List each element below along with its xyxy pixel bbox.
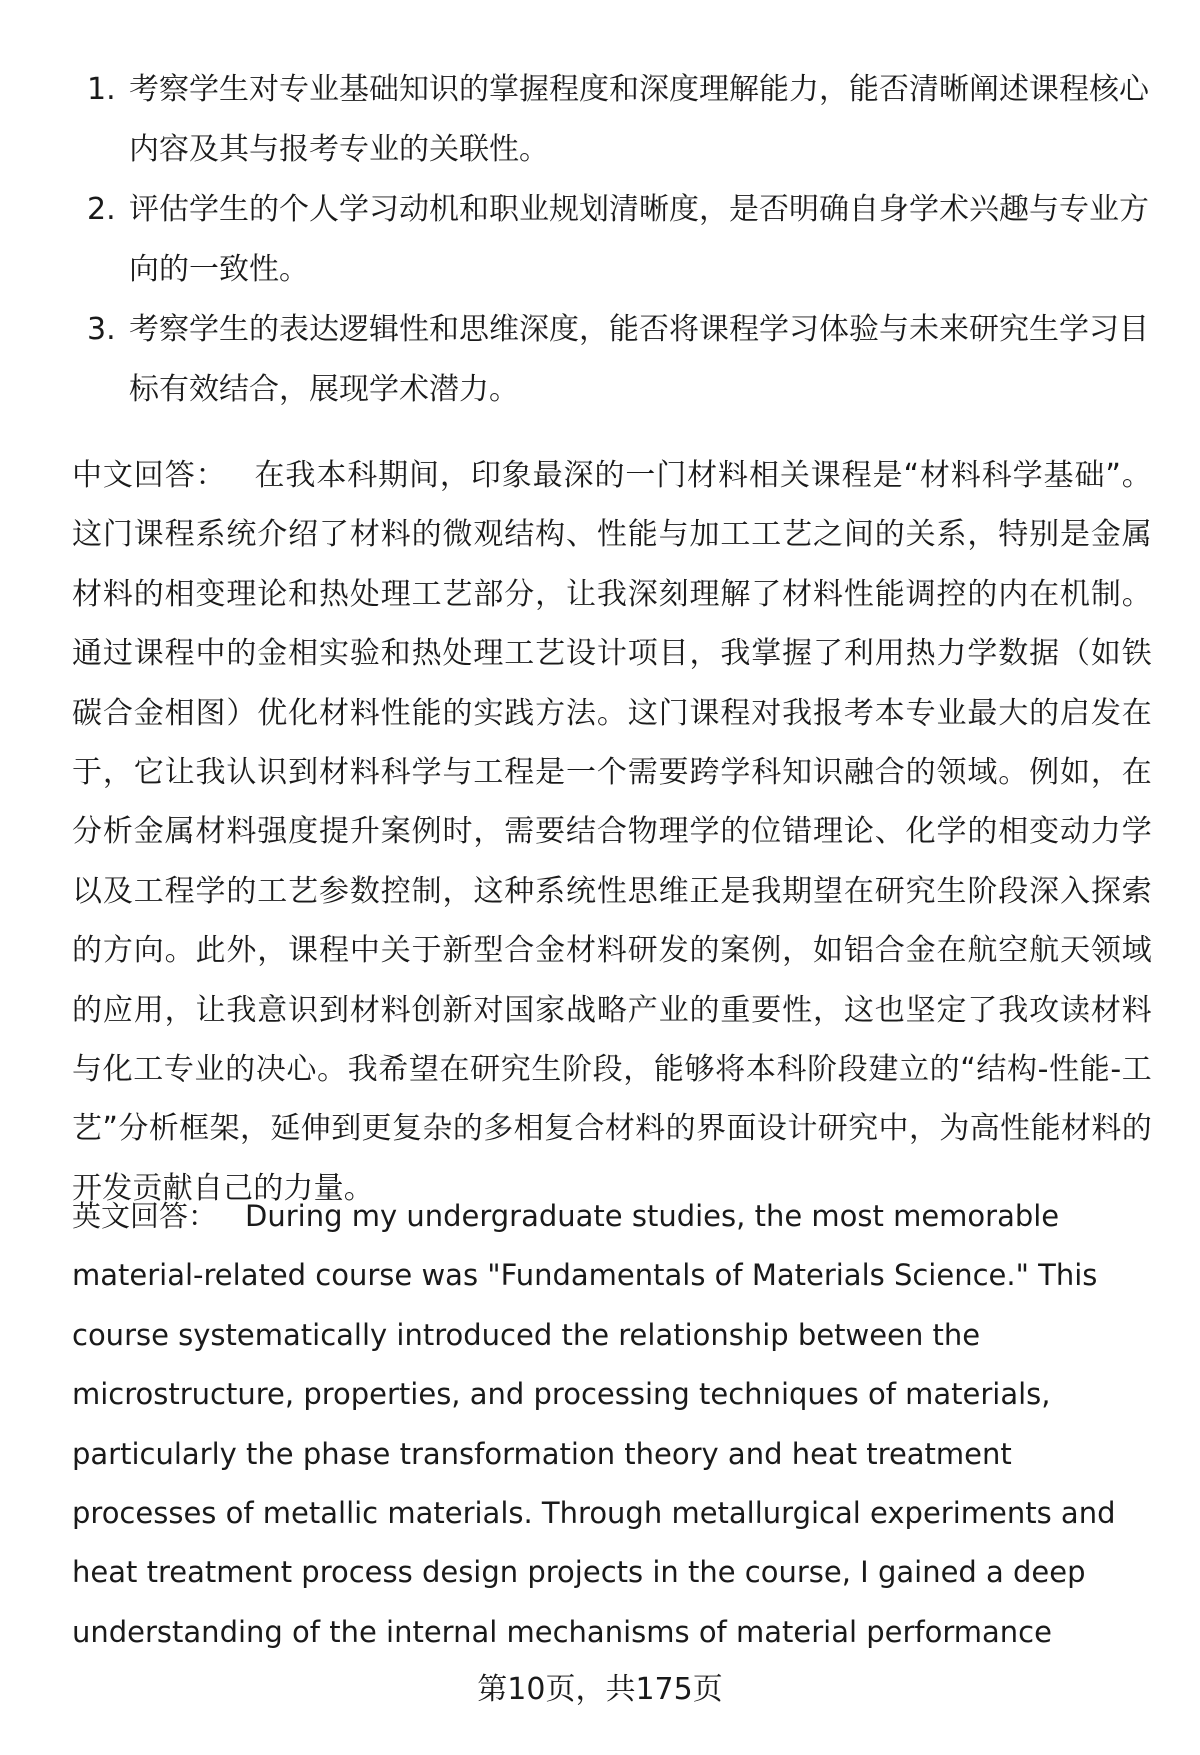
page-number: 第10页，共175页 xyxy=(477,1672,723,1707)
chinese-answer-text: 在我本科期间，印象最深的一门材料相关课程是“材料科学基础”。这门课程系统介绍了材料的微观结构、性能与加工工艺之间的关系，特别是金属材料的相变理论和热处理工艺部分，让我深刻理解了材料性能调控的内在机制。通过课程中的金相实验和热处理工艺设计项目，我掌握了利用热力学数据（如铁碳合金相图）优化材料性能的实践方法。这门课程对我报考本专业最大的启发在于，它让我认识到材料科学与工程是一个需要跨学科知识融合的领域。例如，在分析金属材料强度提升案例时，需要结合物理学的位错理论、化学的相变动力学以及工程学的工艺参数控制，这种系统性思维正是我期望在研究生阶段深入探索的方向。此外，课程中关于新型合金材料研发的案例，如铝合金在航空航天领域的应用，让我意识到材料创新对国家战略产业的重要性，这也坚定了我攻读材料与化工专业的决心。我希望在研究生阶段，能够将本科阶段建立的“结构-性能-工艺”分析框架，延伸到更复杂的多相复合材料的界面设计研究中，为高性能材料的开发贡献自己的力量。 xyxy=(72,458,1152,1206)
english-answer-text: During my undergraduate studies, the most memorable material-related course was "Fundamentals of Materials Science." This course systematically introduced the relationship between the microstructure, properties, and processing techniques of materials, particularly the phase transformation theory and heat treatment processes of metallic materials. Through metallurgical experiments and heat treatment process design projects in the course, I gained a deep understanding of the internal mechanisms of material performance xyxy=(72,1199,1116,1649)
criteria-number: 3. xyxy=(87,312,116,347)
criteria-item-3 xyxy=(72,300,1152,420)
criteria-number: 1. xyxy=(87,72,116,107)
criteria-text: 考察学生的表达逻辑性和思维深度，能否将课程学习体验与未来研究生学习目标有效结合，展现学术潜力。 xyxy=(129,312,1149,407)
criteria-item-2 xyxy=(72,180,1152,300)
chinese-answer-label: 中文回答： xyxy=(72,458,227,493)
english-answer xyxy=(72,1187,1152,1662)
chinese-answer xyxy=(72,446,1152,1218)
page-footer xyxy=(0,1670,1200,1710)
criteria-text: 评估学生的个人学习动机和职业规划清晰度，是否明确自身学术兴趣与专业方向的一致性。 xyxy=(129,192,1149,287)
english-answer-label: 英文回答： xyxy=(72,1199,218,1233)
criteria-text: 考察学生对专业基础知识的掌握程度和深度理解能力，能否清晰阐述课程核心内容及其与报考专业的关联性。 xyxy=(129,72,1149,167)
criteria-number: 2. xyxy=(87,192,116,227)
evaluation-criteria-list xyxy=(72,60,1152,420)
criteria-item-1 xyxy=(72,60,1152,180)
